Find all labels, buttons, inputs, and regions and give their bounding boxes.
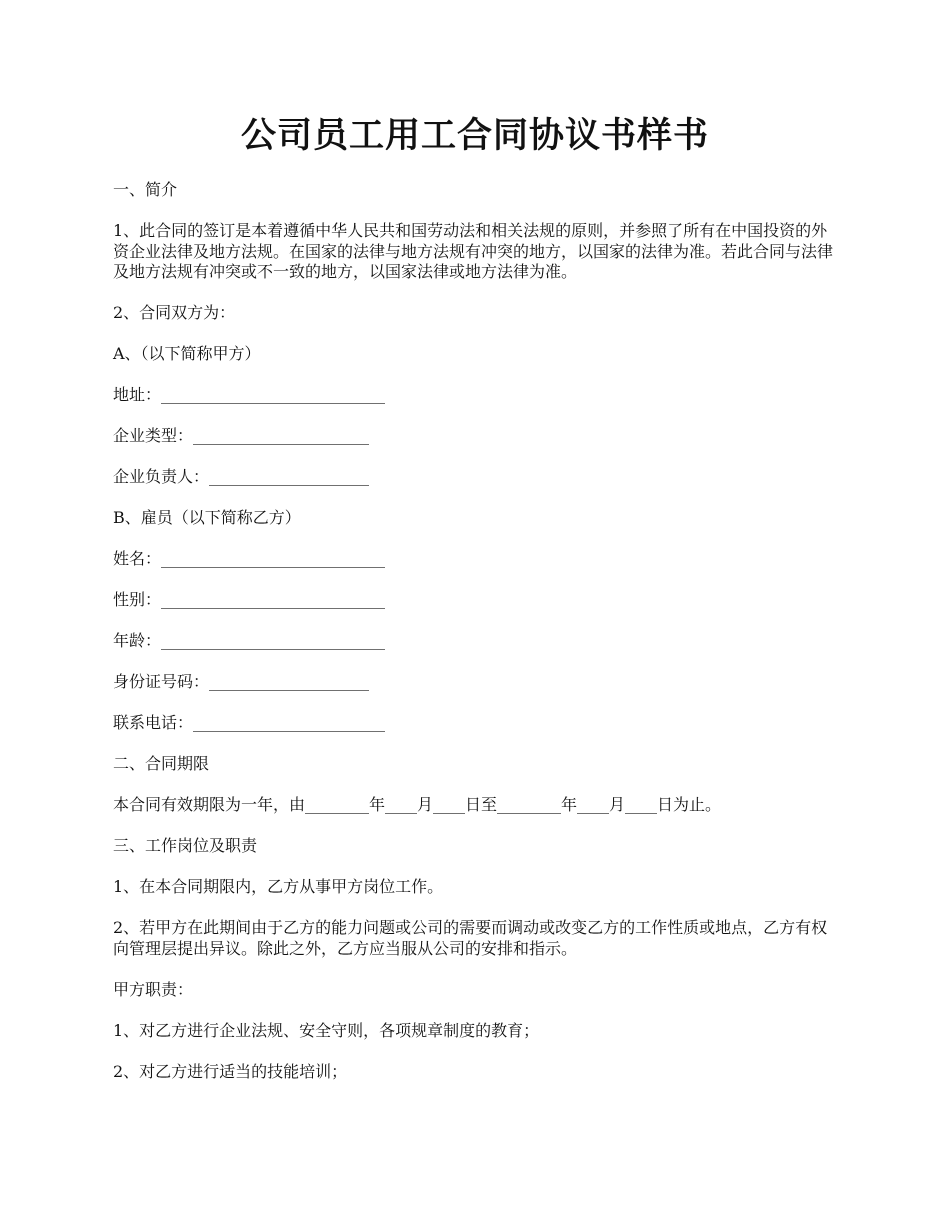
paragraph-term: 本合同有效期限为一年，由________年____月____日至________年____月____日为止。 <box>113 795 722 814</box>
paragraph-duty-2: 2、若甲方在此期间由于乙方的能力问题或公司的需要而调动或改变乙方的工作性质或地点，乙方有权向管理层提出异议。除此之外，乙方应当服从公司的安排和指示。 <box>113 918 828 958</box>
field-phone: 联系电话：________________________ <box>113 713 386 732</box>
document-title: 公司员工用工合同协议书样书 <box>240 115 709 156</box>
field-name: 姓名：____________________________ <box>113 549 386 568</box>
field-company-type: 企业类型：______________________ <box>113 426 370 445</box>
field-company-head: 企业负责人：____________________ <box>113 467 370 486</box>
paragraph-duty-1: 1、在本合同期限内，乙方从事甲方岗位工作。 <box>113 877 444 896</box>
document-body <box>113 180 843 1103</box>
party-a-duty-2: 2、对乙方进行适当的技能培训； <box>113 1061 348 1081</box>
section-heading-intro: 一、简介 <box>113 180 178 199</box>
party-a-duty-1: 1、对乙方进行企业法规、安全守则，各项规章制度的教育； <box>113 1020 540 1040</box>
field-age: 年龄：____________________________ <box>113 631 386 650</box>
party-a-duties-heading: 甲方职责： <box>113 979 194 999</box>
party-a-heading: A、（以下简称甲方） <box>113 344 261 363</box>
section-heading-duties: 三、工作岗位及职责 <box>113 836 258 855</box>
field-address: 地址：____________________________ <box>113 385 386 404</box>
paragraph-legal-basis: 1、此合同的签订是本着遵循中华人民共和国劳动法和相关法规的原则，并参照了所有在中国投资的外资企业法律及地方法规。在国家的法律与地方法规有冲突的地方，以国家的法律为准。若此合同与法律及地方法规有冲突或不一致的地方，以国家法律或地方法律为准。 <box>113 221 834 281</box>
paragraph-parties: 2、合同双方为： <box>113 303 236 322</box>
field-gender: 性别：____________________________ <box>113 590 386 609</box>
field-id-number: 身份证号码：____________________ <box>113 672 370 691</box>
party-b-heading: B、雇员（以下简称乙方） <box>113 508 301 527</box>
section-heading-term: 二、合同期限 <box>113 754 210 773</box>
